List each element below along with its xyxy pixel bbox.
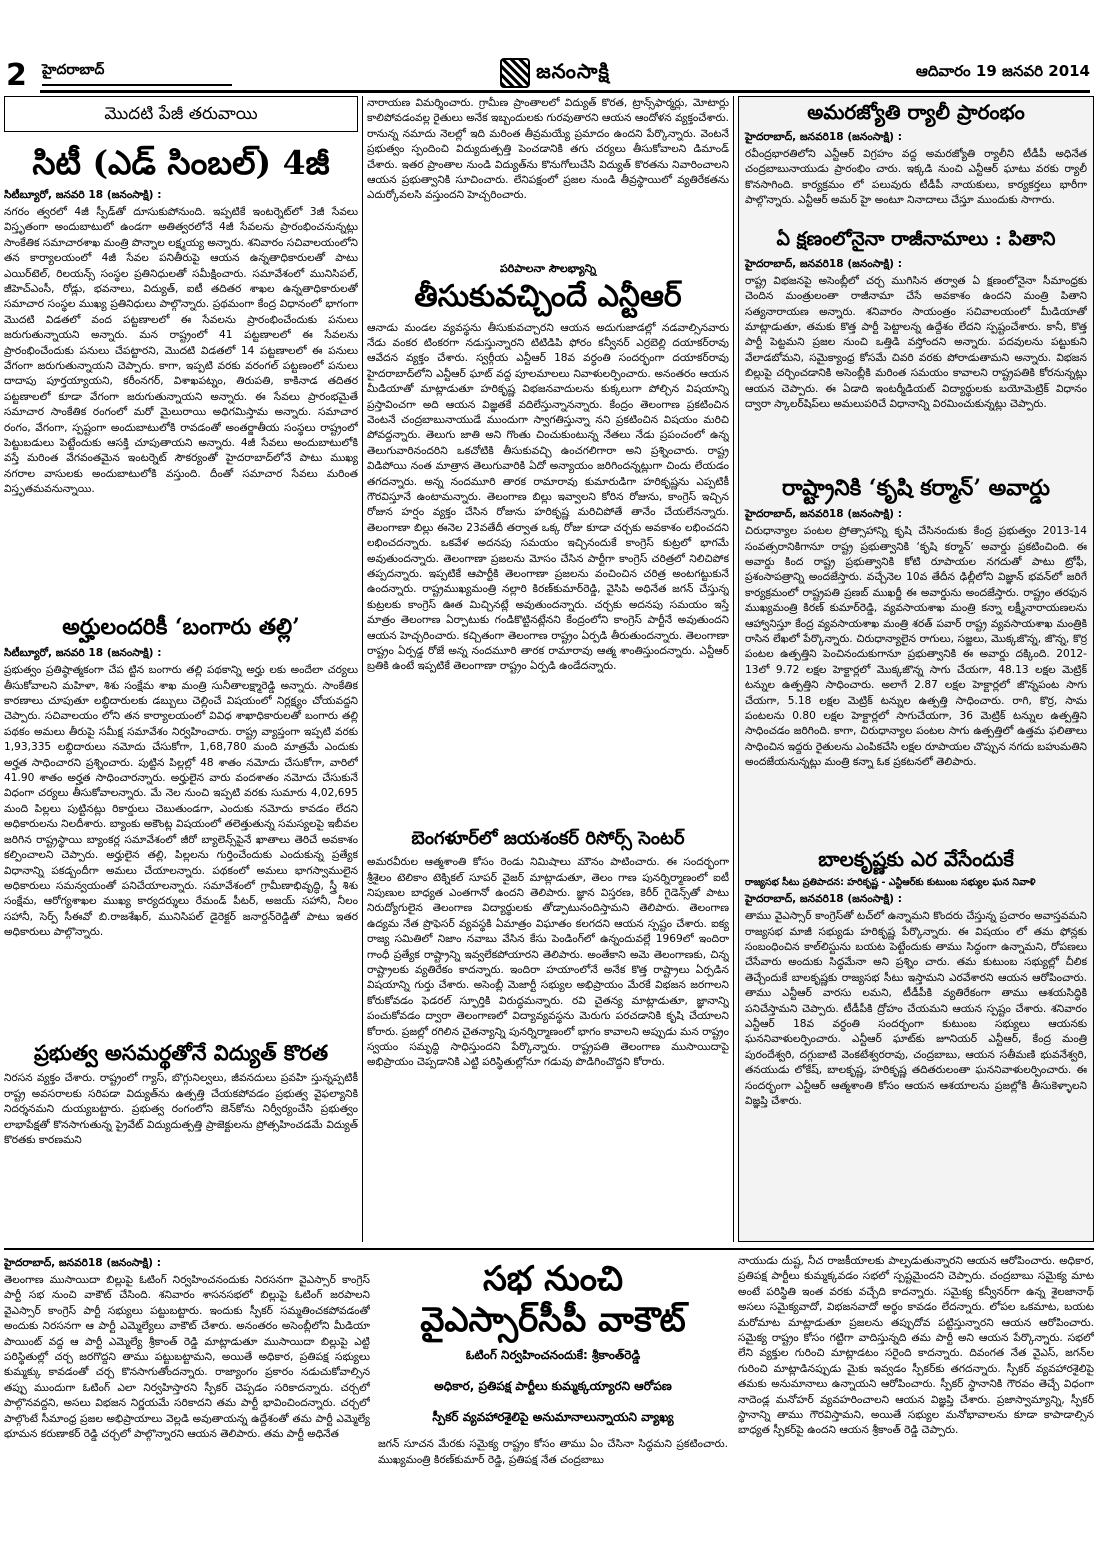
section-rule <box>4 1248 1094 1250</box>
article-paragraph: ఆనాడు మండల వ్యవస్థను తీసుకువచ్చారని ఆయన అదుగుజాడల్లో నడవాల్సినవారు నేడు వంకర టింకరగా నడుస్తున్నారని టిటిడిపి ఫోరం కన్వీనర్ ఎర్రబెల్లి దయాకర్‌రావు ఆవేదన వ్యక్తం చేశారు. స్వర్గీయ ఎన్టీఆర్ 18వ వర్ధంతి సందర్భంగా దయాకర్‌రావు హైదరాబాద్‌లోని ఎన్టీఆర్ ఘాట్ వద్ద పూలమాలలు నివాళులర్పించారు. అనంతరం ఆయన మీడియాతో మాట్లాడుతూ హరికృష్ణ విభజనవాదులను కుక్కలుగా పోల్చిన విషయాన్ని ప్రస్తావించగా అది ఆయన విజ్ఞతకే వదిలేస్తున్నానన్నారు. కేంద్రం తెలంగాణ ప్రకటించిన వెంటనే చంద్రబాబునాయుడే ముందుగా స్వాగతిస్తున్నా నని ప్రకటించిన విషయం మరిచి పోవద్దన్నారు. తెలుగు జాతి అని గొంతు చించుకుంటున్న నేతలు నేడు ప్రపంచంలో ఉన్న తెలుగువారినందరిని ఒకచోటికి తీసుకువచ్చి ఉంచగలిగారా అని ప్రశ్నించారు. రాష్ట్ర విడిపోయి నంత మాత్రాన తెలుగువారికి ఏదో అన్యాయం జరిగిందన్నట్లుగా చిందు లేయడం తగదన్నారు. అన్న నందమూరి తారక రామారావు కుమారుడిగా హరికృష్ణను ఎప్పటికీ గౌరవిస్తూనే ఉంటామన్నారు. తెలంగాణ బిల్లు ఇవ్వాలని కోరిన రోజును, కాంగ్రెస్ ఇచ్చిన రోజున హర్షం వ్యక్తం చేసిన రోజును హరికృష్ణ మరిచిపోతే తానేం చేయలేనన్నారు. తెలంగాణా బిల్లు ఈనెల 23వతేదీ తర్వాత ఒక్క రోజు కూడా చర్చకు అవకాశం లభించదని లభించదన్నారు. ఒకవేళ అదనపు సమయం ఇచ్చినందుకే కాంగ్రెస్ కుట్రలో భాగమే అవుతుందన్నారు. తెలంగాణా ప్రజలను మోసం చేసిన పార్టీగా కాంగ్రెస్ చరిత్రలో నిలిచిపోక తప్పదన్నారు. ఇప్పటికే ఆపార్టీకి తెలంగాణా ప్రజలను వంచించిన చరిత్ర అంటగట్టుకునే ఉందన్నారు. రాష్ట్రముఖ్యమంత్రి నల్లారి కిరణ్‌కుమార్‌రెడ్డి, వైసిపి అధినేత జగన్ చేస్తున్న కుట్రలకు కాంగ్రెస్ ఊత మిచ్చినట్లే అవుతుందన్నారు. చర్చకు అదనపు సమయం ఇస్తే మాత్రం తెలంగాణ ఏర్పాటుకు గండికొట్టినట్లేనని కేంద్రంలోని కాంగ్రెస్ పార్టీనే అవుతుందని ఆయన హెచ్చరించారు. కచ్చితంగా తెలంగాణ రాష్ట్రం ఏర్పడి తీరుతుందన్నారు. తెలంగాణా రాష్ట్రం ఏర్పడ్డ రోజే అన్న నందమూరి తారక రామారావు ఆత్మ శాంతిస్తుందన్నారు. ఎన్టీఆర్ బ్రతికి ఉంటే ఇప్పటికే తెలంగాణా రాష్ట్రం ఏర్పడి ఉండేదన్నారు. <box>367 321 729 673</box>
byline: సిటీబ్యూరో, జనవరి 18 (జనంసాక్షి) : <box>4 647 162 660</box>
article-paragraph: ప్రభుత్వం ప్రతిష్ఠాత్మకంగా చేప ట్టిన బంగారు తల్లి పథకాన్ని అర్హు లకు అందేలా చర్యలు తీసుకోవాలని మహిళా, శిశు సంక్షేమ శాఖ మంత్రి సునీతాలక్ష్మారెడ్డి అన్నారు. సాంకేతిక కారణాలు చూపుతూ లబ్ధిదారులకు డబ్బులు చెల్లించే విషయంలో నిర్లక్ష్యం చోయవద్దని చెప్పారు. సచివాలయం లోని తన కార్యాలయంలో వివిధ శాఖాధికారులతో బంగారు తల్లి పథకం అమలు తీరుపై సమీక్ష సమావేశం నిర్వహించారు. రాష్ట్ర వ్యాప్తంగా ఇప్పటి వరకు 1,93,335 లబ్ధిదారులు నమోదు చేసుకోగా, 1,68,780 మంది మాత్రమే ఎందుకు అర్హత సాధించారని ప్రశ్నించారు. పుట్టిన పిల్లల్లో 48 శాతం నమోదు చేసుకోగా, వారిలో 41.90 శాతం అర్హత సాధించారన్నారు. అర్హులైన వారు వందశాతం నమోదు చేసుకునే విధంగా చర్యలు తీసుకోవాలన్నారు. మే నెల నుంచి ఇప్పటి వరకు సుమారు 4,02,695 మంది పిల్లలు పుట్టినట్లు రికార్డులు చెబుతుండగా, ఎందుకు నమోదు కావడం లేదని అధికారులను నిలదీశారు. బ్యాంకు అకౌంట్ల విషయంలో తలెత్తుతున్న సమస్యలపై ఇబీవల జరిగిన రాష్ట్రస్థాయి బ్యాంకర్ల సమావేశంలో జీరో బ్యాలెన్స్‌పైనే ఖాతాలు తెరిచే అవకాశం కల్పించాలని చెప్పారు. అర్హులైన తల్లి, పిల్లలను గుర్తించేందుకు ఎందుకున్న ప్రత్యేక విధానాన్ని పకడ్బందీగా అమలు చేయాలన్నారు. పథకంలో అమలు భాగస్వాములైన అధికారులు సమన్వయంతో పనిచేయాలన్నారు. సమావేశంలో గ్రామీణాభివృద్ధి, స్త్రీ శిశు సంక్షేమ, ఆరోగ్యశాఖల ముఖ్య కార్యదర్శులు రేమండ్ పీటర్, అజయ్ సహానీ, నీలం సహానీ, సెర్ప్ సీఈవో బి.రాజశేఖర్, మునిసిపల్ డైరెక్టర్ జనార్దన్‌రెడ్డితో పాటు ఇతర అధికారులు పాల్గొన్నారు. <box>4 664 358 939</box>
article-paragraph: జగన్ సూచన మేరకు సమైక్య రాష్ట్రం కోసం తాము ఏం చేసినా సిద్ధమని ప్రకటించారు. ముఖ్యమంత్రి కిరణ్‌కుమార్ రెడ్డి, ప్రతిపక్ష నేత చంద్రబాబు <box>378 1438 728 1466</box>
headline-ntr: తీసుకువచ్చిందే ఎన్టీఆర్ <box>414 279 682 314</box>
city-label: హైదరాబాద్ <box>42 62 232 86</box>
bottom-center-column <box>378 1254 728 1554</box>
headline-walkout-line1: సభ నుంచి <box>482 1259 624 1299</box>
bottom-left-column <box>4 1254 370 1554</box>
article-paragraph: తాము వైఎస్సార్ కాంగ్రెస్‌తో టచ్‌లో ఉన్నామని కొందరు చేస్తున్న ప్రచారం అవాస్తవమని రాజ్యసభ మాజీ సభ్యుడు హరికృష్ణ పేర్కొన్నారు. ఈ విషయం లో తమ ఫోన్లకు సంబంధించిన కాల్‌లిస్టును బయట పెట్టేందుకు తాము సిద్ధంగా ఉన్నామని, రోపణలు చేసేవారు అందుకు సిద్ధమేనా అని ప్రశ్నిం చారు. తమ కుటుంబ సభ్యుల్లో చీలిక తెచ్చేందుకే బాలకృష్ణకు రాజ్యసభ సీటు ఇస్తామని ఎరవేశారని ఆయన ఆరోపించారు. తాము ఎన్టీఆర్ వారసు లమని, టీడీపీకి వ్యతిరేకంగా తాము ఆశయసిద్ధికి పనిచేస్తామని చెప్పారు. టీడీపీకి ద్రోహం చేయమని ఆయన స్పష్టం చేశారు. శనివారం ఎన్టీఆర్ 18వ వర్ధంతి సందర్భంగా కుటుంబ సభ్యులు ఆయనకు ఘననివాళులర్పించారు. ఎన్టీఆర్ ఘాట్‌కు జూనియర్ ఎన్టీఆర్, కేంద్ర మంత్రి పురందేశ్వరి, దగ్గుబాటి వెంకటేశ్వరరావు, చంద్రబాబు, ఆయన సతీమణి భువనేశ్వరి, తనయుడు లోకేష్, బాలకృష్ణ, హరికృష్ణ తదితరులంతా ఘననివాళులర్పించారు. ఈ సందర్భంగా ఎన్టీఆర్ ఆత్మశాంతి కోసం ఆయన ఆశయాలను ప్రజల్లోకి తీసుకెళ్ళాలని విజ్ఞప్తి చేశారు. <box>745 910 1087 1108</box>
column-left <box>4 96 358 1242</box>
headline-walkout-line2: వైఎస్సార్‌సీపీ వాకౌట్ <box>420 1300 686 1341</box>
continued-label: మొదటి పేజీ తరువాయి <box>4 96 358 132</box>
masthead <box>0 0 1100 92</box>
byline: హైదరాబాద్, జనవరి18 (జనంసాక్షి) : <box>745 131 902 143</box>
byline: హైదరాబాద్, జనవరి18 (జనంసాక్షి) : <box>745 508 902 521</box>
headline-city-4g: సిటీ (ఎడ్ సింబల్) 4జీ <box>32 143 330 182</box>
headline-pitani: ఏ క్షణంలోనైనా రాజీనామాలు : పితాని <box>776 228 1056 250</box>
page-number: 2 <box>6 58 27 93</box>
column-divider <box>733 96 734 1242</box>
headline-amarajyothi: అమరజ్యోతి ర్యాలీ ప్రారంభం <box>807 100 1025 124</box>
kicker: పరిపాలనా సౌలభ్యాన్ని <box>499 262 597 275</box>
dateline: ఆదివారం 19 జనవరి 2014 <box>915 62 1090 80</box>
byline: హైదరాబాద్, జనవరి18 (జనంసాక్షి) : <box>745 893 902 906</box>
headline-power-shortage: ప్రభుత్వ అసమర్థతోనే విద్యుత్ కొరత <box>33 1040 329 1066</box>
headline-resource-centre: బెంగళూర్‌లో జయశంకర్ రిసోర్స్ సెంటర్ <box>411 827 685 849</box>
headline-bangaru-talli: అర్హులందరికీ ‘బంగారు తల్లి’ <box>62 613 300 640</box>
subheadline: స్పీకర్ వ్యవహారశైలిపై అనుమానాలున్నాయని వ్యాఖ్య <box>432 1410 674 1425</box>
right-column-box <box>738 96 1094 1242</box>
byline: హైదరాబాద్, జనవరి18 (జనంసాక్షి) : <box>745 257 902 270</box>
column-divider <box>362 96 363 1242</box>
byline: హైదరాబాద్, జనవరి18 (జనంసాక్షి) : <box>4 1257 161 1269</box>
article-paragraph: అమరవీరుల ఆత్మశాంతి కోసం రెండు నిమిషాలు మౌనం పాటించారు. ఈ సందర్భంగా శ్రీశైలం టెలికాం టెక్నికల్ సూపర్ వైజర్ మాట్లాడుతూ, తెలం గాణ పునర్నిర్మాణంలో ఐటీ నిపుణుల బాధ్యత ఎంతగానో ఉందని తెలిపారు. జ్ఞాన విస్తరణ, కెరీర్ గైడెన్స్‌తో పాటు నిరుద్యోగులైన తెలంగాణ విద్యార్థులకు తోడ్పాటునందిస్తామని తెలిపారు. తెలంగాణ ఉద్యమ నేత ప్రొఫెసర్ వ్యవస్థకి ఏమాత్రం విఘాతం కలగదని ఆయన స్పష్టం చేశారు. ఐక్య రాజ్య సమితిలో నిజాం నవాబు వేసిన కేసు పెండింగ్‌లో ఉన్నందువల్లే 1969లో ఇందిరా గాంధీ ప్రత్యేక రాష్ట్రాన్ని ఇవ్వలేకపోయారని తెలిపారు. అంతేకాని అమె తెలంగాణకు, చిన్న రాష్ట్రాలకు వ్యతిరేకం కాదన్నారు. ఇందిరా హయాంలోనే అనేక కొత్త రాష్ట్రాలు ఏర్పడిన విషయాన్ని గుర్తు చేశారు. అసెంబ్లీ మెజార్టీ సభ్యుల అభిప్రాయం మేరకే విభజన జరగాలని కోరుకోవడం ఫెడరల్ స్ఫూర్తికి విరుద్ధమన్నారు. రవి చైతన్య మాట్లాడుతూ, జ్ఞానాన్ని పంచుకోవడం ద్వారా తెలంగాణలో విద్యావ్యవస్థను మెరుగు పరచడానికి కృషి చేయాలని కోరారు. ప్రజల్లో రగిలిన చైతన్యాన్ని పునర్నిర్మాణంలో భాగం కావాలని అప్పుడు మన రాష్ట్రం స్వయం సమృద్ధి సాధిస్తుందని పేర్కొన్నారు. రాష్ట్రపతి తెలంగాణ ముసాయిదాపై అభిప్రాయం చెప్పడానికి ఎట్టి పరిస్థితుల్లోనూ గడువు పొడిగించొద్దని కోరారు. <box>367 856 729 1069</box>
subheadline: అధికార, ప్రతిపక్ష పార్టీలు కుమ్మక్కయ్యారని ఆరోపణ <box>434 1379 672 1394</box>
article-paragraph: నగరం త్వరలో 4జీ స్పీడ్‌తో దూసుకుపోనుంది. ఇప్పటికే ఇంటర్నెట్‌లో 3జీ సేవలు విస్తృతంగా అందుబాటులో ఉండగా అతిత్వరలోనే 4జీ సేవలను ప్రారంభించనున్నట్లు సాంకేతిక సమాచారశాఖ మంత్రి పొన్నాల లక్ష్మయ్య అన్నారు. శనివారం సచివాలయంలోని తన కార్యాలయంలో 4జీ సేవల పనితీరుపై ఆయన ఉన్నతాధికారులతో పాటు ఎయిర్‌టెల్, రిలయన్స్ సంస్థల ప్రతినిధులతో సమీక్షించారు. సమావేశంలో మునిసిపల్, జీహెచ్‌ఎంసీ, రోడ్లు, భవనాలు, విద్యుత్, ఐటీ తదితర శాఖల ఉన్నతాధికారులతో సమాచార సంస్థల ముఖ్య ప్రతినిధులు పాల్గొన్నారు. ప్రథమంగా కేంద్ర విధానంలో భాగంగా మొదటి విడతలో వంద పట్టణాలలో ఈ సేవలను ప్రారంభించేందుకు పనులు జరుగుతున్నాయని అన్నారు. మన రాష్ట్రంలో 41 పట్టణాలలో ఈ సేవలను ప్రారంభించేందుకు పనులు చేపట్టారని, మొదటి విడతలో 14 పట్టణాలలో ఈ పనులు వేగంగా జరుగుతున్నాయని చెప్పారు. కాగా, ఇప్పటి వరకు వరంగల్ పట్టణంలో పనులు దాదాపు పూర్తయ్యాయని, కరీంనగర్, విశాఖపట్నం, తిరుపతి, కాకినాడ తదితర పట్టణాలలో కూడా వేగంగా జరుగుతున్నాయని అన్నారు. ఈ సేవలు ప్రారంభమైతే సమాచార సాంకేతిక రంగంలో మరో మైలురాయి అధిగమిస్తామ అన్నారు. సమాచార రంగం, వేగంగా, స్పష్టంగా అందుబాటులోకి రావడంతో అంతర్జాతీయ సంస్థలు రాష్ట్రంలో పెట్టుబడులు పెట్టేందుకు ఆసక్తి చూపుతాయని అన్నారు. 4జీ సేవలు అందుబాటులోకి వస్తే మరింత వేగవంతమైన ఇంటర్నెట్ సౌకర్యంతో హైదరాబాద్‌లోనే పాటు ముఖ్య నగరాల వాసులకు అందుబాటులోకి వస్తుంది. దీంతో సమాచార సేవలు మరింత విస్తృతమవనున్నాయి. <box>4 205 358 496</box>
article-paragraph: నాయుడు దుష్ట, నీచ రాజకీయాలకు పాల్పడుతున్నారని ఆయన ఆరోపించారు. అధికార, ప్రతిపక్ష పార్టీలు కుమ్మక్కవడం సభలో స్పష్టమైందని చెప్పారు. చంద్రబాబు సమైక్య మాట అంటే పరిస్థితి ఇంత వరకు వచ్చేది కాదన్నారు. సమైక్య కన్వీనర్‌గా ఉన్న శైలజానాథ్ అసలు సమైక్యవాదో, విభజనవాదో అర్థం కావడం లేదన్నారు. లోపల ఒకమాట, బయట మరోమాట మాట్లాడుతూ ప్రజలను తప్పుదోవ పట్టిస్తున్నారని ఆయన ఆరోపించారు. సమైక్య రాష్ట్రం కోసం గట్టిగా వాదిస్తున్నది తమ పార్టీ అని ఆయన పేర్కొన్నారు. సభలో లేని వ్యక్తుల గురించి మాట్లాడటం సరైంది కాదన్నారు. దివంగత నేత వైఎస్, జగన్‌ల గురించి మాట్లాడినప్పుడు మైకు ఇవ్వడం స్పీకర్‌కు తగదన్నారు. స్పీకర్ వ్యవహారశైలిపై తమకు అనుమానాలు ఉన్నాయని ఆరోపించారు. స్పీకర్ స్థానానికి గౌరవం తెచ్చే విధంగా నాదెండ్ల మనోహర్ వ్యవహరించాలని ఆయన విజ్ఞప్తి చేశారు. ప్రజాస్వామ్యాన్ని, స్పీకర్ స్థానాన్ని తాము గౌరవిస్తామని, అయితే సభ్యుల మనోభావాలను కూడా కాపాడాల్సిన బాధ్యత స్పీకర్‌పై ఉందని ఆయన శ్రీకాంత్ రెడ్డి చెప్పారు. <box>738 1255 1094 1437</box>
subheadline: ఓటింగ్ నిర్వహించనందుకే: శ్రీకాంత్‌రెడ్డి <box>465 1348 641 1363</box>
article-paragraph: రాష్ట్ర విభజనపై అసెంబ్లీలో చర్చ ముగిసిన తర్వాత ఏ క్షణంలోనైనా సీమాంధ్రకు చెందిన మంత్రులంతా రాజీనామా చేసే అవకాశం ఉందని మంత్రి పితాని సత్యనారాయణ అన్నారు. శనివారం సాయంత్రం సచివాలయంలో మీడియాతో మాట్లాడుతూ, తమకు కొత్త పార్టీ పెట్టాలన్న ఉద్దేశం లేదని స్పష్టంచేశారు. కానీ, కొత్త పార్టీ పెట్టమని ప్రజల నుంచి ఒత్తిడి వస్తోందని అన్నారు. పదవులను పట్టుకుని వేలాడబోమని, సమైక్యాంధ్ర కోసమే చివరి వరకు పోరాడుతామని అన్నారు. విభజన బిల్లుపై చర్చించడానికి అసెంబ్లీకి మరింత సమయం కావాలని రాష్ట్రపతికి కోరనున్నట్లు ఆయన చెప్పారు. ఈ ఏడాది ఇంటర్మీడియట్ విద్యార్థులకు బయోమెట్రిక్ విధానం ద్వారా స్కాలర్‌షిప్‌లు అమలుపరిచే విధానాన్ని విరమించుకున్నట్లు చెప్పారు. <box>745 274 1087 411</box>
article-paragraph: నిరసన వ్యక్తం చేశారు. రాష్ట్రంలో గ్యాస్, బొగ్గునిల్వలు, జీవనదులు ప్రవహి స్తున్నప్పటికీ రాష్ట్ర అవసరాలకు సరిపడా విద్యుత్‌ను ఉత్పత్తి చేయకపోవడం ప్రభుత్వ వైఫల్యానికి నిదర్శనమని దుయ్యబట్టారు. ప్రభుత్వ రంగంలోని జెన్‌కోను నిర్వీర్యంచేసి ప్రభుత్వం లాభాపేక్షతో కొనసాగుతున్న ప్రైవేట్ విద్యుదుత్పత్తి ప్రాజెక్టులను ప్రోత్సహించడమే విద్యుత్ కొరతకు కారణమని <box>4 1072 358 1146</box>
logo-text: జనంసాక్షి <box>536 58 610 83</box>
article-paragraph: రవీంద్రభారతిలోని ఎన్టీఆర్ విగ్రహం వద్ద అమరజ్యోతి ర్యాలీని టీడీపీ అధినేత చంద్రబాబునాయుడు ప్రారంభిం చారు. ఇక్కడి నుంచి ఎన్టీఆర్ ఘాటు వరకు ర్యాలీ కొనసాగింది. కార్యక్రమం లో పలువురు టీడీపీ నాయకులు, కార్యకర్తలు భారీగా పాల్గొన్నారు. ఎన్టీఆర్ అమర్ హై అంటూ నినాదాలు చేస్తూ ముందుకు సాగారు. <box>745 148 1087 207</box>
logo-emblem-icon <box>500 58 530 88</box>
bottom-right-column <box>738 1254 1094 1554</box>
masthead-rule <box>40 90 1090 93</box>
headline-balakrishna: బాలకృష్ణకు ఎర వేసేందుకే <box>818 847 1014 872</box>
byline: సిటీబ్యూరో, జనవరి 18 (జనంసాక్షి) : <box>4 188 162 201</box>
article-paragraph: చిరుధాన్యాల పంటల ప్రోత్సాహాన్ని కృషి చేసినందుకు కేంద్ర ప్రభుత్వం 2013-14 సంవత్సరానికిగానూ రాష్ట్ర ప్రభుత్వానికి ‘కృషి కర్మాన్’ అవార్డు ప్రకటించింది. ఈ అవార్డు కింద రాష్ట్ర ప్రభుత్వానికి కోటి రూపాయల నగదుతో పాటు ట్రోఫీ, ప్రశంసాపత్రాన్ని అందజేస్తారు. వచ్చేనెల 10వ తేదీన ఢిల్లీలోని విజ్ఞాన్ భవన్‌లో జరిగే కార్యక్రమంలో రాష్ట్రపతి ప్రణబ్ ముఖర్జీ ఈ అవార్డును అందజేస్తారు. రాష్ట్రం తరఫున ముఖ్యమంత్రి కిరణ్ కుమార్‌రెడ్డి, వ్యవసాయశాఖ మంత్రి కన్నా లక్ష్మీనారాయణలను ఆహ్వానిస్తూ కేంద్ర వ్యవసాయశాఖ మంత్రి శరత్ పవార్ రాష్ట్ర వ్యవసాయశాఖ మంత్రికి రాసిన లేఖలో పేర్కొన్నారు. చిరుధాన్యాలైన రాగులు, సజ్జలు, మొక్కజొన్న, జొన్న, కొర్ర పంటల ఉత్పత్తిని పెంచినందుకుగానూ ప్రభుత్వానికి ఈ అవార్డు దక్కింది. 2012-13లో 9.72 లక్షల హెక్టార్లలో మొక్కజొన్న సాగు చేయగా, 48.13 లక్షల మెట్రిక్ టన్నుల ఉత్పత్తిని సాధించారు. అలాగే 2.87 లక్షల హెక్టార్లలో జొన్నపంట సాగు చేయగా, 5.18 లక్షల మెట్రిక్ టన్నుల ఉత్పత్తి సాధించారు. రాగి, కొర్ర, సామ పంటలను 0.80 లక్షల హెక్టార్లలో సాగుచేయగా, 36 మెట్రిక్ టన్నుల ఉత్పత్తిని సాధించడం జరిగింది. కాగా, చిరుధాన్యాల పంటల సాగు ఉత్పత్తిలో ఉత్తమ ఫలితాలు సాధించిన ఇద్దరు రైతులను ఎంపికచేసి లక్షల రూపాయల చొప్పున నగదు బహుమతిని అందజేయనున్నట్లు మంత్రి కన్నా ఓక ప్రకటనలో తెలిపారు. <box>745 525 1087 769</box>
column-right <box>738 96 1094 1242</box>
newspaper-logo <box>470 56 640 90</box>
article-paragraph: తెలంగాణ ముసాయిదా బిల్లుపై ఓటింగ్ నిర్వహించనందుకు నిరసనగా వైఎస్సార్ కాంగ్రెస్ పార్టీ సభ నుంచి వాకౌట్ చేసింది. శనివారం శాసనసభలో బిల్లుపై ఓటింగ్ జరపాలని వైఎస్సార్ కాంగ్రెస్ పార్టీ సభ్యులు పట్టుబట్టారు. ఇందుకు స్పీకర్ సమ్మతించకపోవడంతో అందుకు నిరసనగా ఆ పార్టీ ఎమ్మెల్యేలు వాకౌట్ చేశారు. అనంతరం అసెంబ్లీలోని మీడియా పాయింట్ వద్ద ఆ పార్టీ ఎమ్మెల్యే శ్రీకాంత్ రెడ్డి మాట్లాడుతూ ముసాయిదా బిల్లుపై ఎట్టి పరిస్థితుల్లో చర్చ జరగొద్దని తాము పట్టుబట్టామని, అయితే అధికార, ప్రతిపక్ష సభ్యులు కుమ్మక్కు కావడంతో చర్చ కొనసాగుతోందన్నారు. రాజ్యాంగం ప్రకారం నడుచుకోవాల్సిన తప్పు ముందుగా ఓటింగ్ ఎలా నిర్వహిస్తారని స్పీకర్ చెప్పడం సరికాదన్నారు. చర్చలో పాల్గొనవద్దని, అసలు విభజన నిర్ణయమే సరికాదని తమ పార్టీ భావించిందన్నారు. చర్చలో పాల్గొంటే సీమాంధ్ర ప్రజల అభిప్రాయాలు వెల్లడి అవుతాయన్న ఉద్దేశంతో తమ పార్టీ ఎమ్మెల్యే భూమన కరుణాకర్ రెడ్డి చర్చలో పాల్గొన్నారని ఆయన తెలిపారు. తమ పార్టీ అధినేత <box>4 1274 370 1441</box>
headline-krishi-award: రాష్ట్రానికి ‘కృషి కర్మాన్’ అవార్డు <box>782 474 1050 501</box>
article-paragraph: నారాయణ విమర్శించారు. గ్రామీణ ప్రాంతాలలో విద్యుత్ కొరత, ట్రాన్స్‌ఫార్మర్లు, మోటార్లు కాలిపోవడంవల్ల రైతులు అనేక ఇబ్బందులకు గురవుతారని ఆయన ఆందోళన వ్యక్తంచేశారు. రానున్న నమాదు నెలల్లో ఇది మరింత తీవ్రమయ్యే ప్రమాదం ఉందని పేర్కొన్నారు. వెంటనే ప్రభుత్వం స్పందించి విద్యుదుత్పత్తి పెంచడానికి తగు చర్యలు తీసుకోవాలని డిమాండ్ చేశారు. ఇతర ప్రాంతాల నుండి విద్యుత్‌ను కొనుగోలుచేసి విద్యుత్ కొరతను నివారించాలని ఆయన ప్రభుత్వానికి సూచించారు. లేనిపక్షంలో ప్రజల నుండి తీవ్రస్థాయిలో వ్యతిరేకతను ఎదుర్కోవలసి వస్తుందని హెచ్చరించారు. <box>367 97 729 202</box>
column-middle <box>367 96 729 1242</box>
subheadline: రాజ్యసభ సీటు ప్రతిపాదన: హరికృష్ణ - ఎన్టీఆర్‌కు కుటుంబ సభ్యుల ఘన నివాళి <box>745 877 1036 889</box>
